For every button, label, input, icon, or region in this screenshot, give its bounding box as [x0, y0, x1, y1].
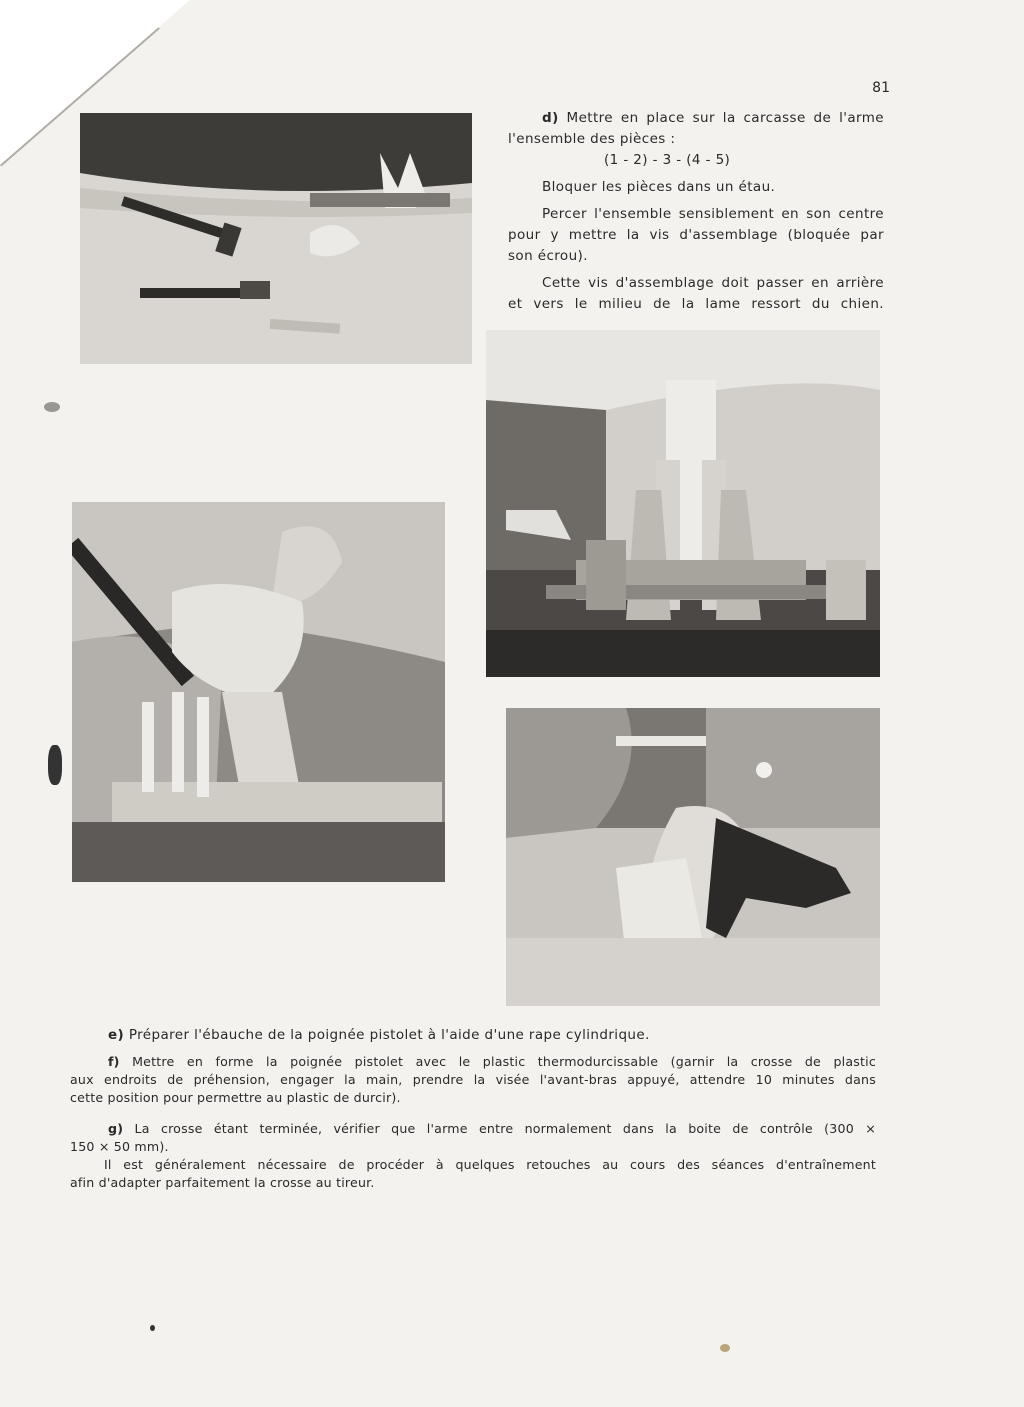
- section-e: [108, 1025, 878, 1046]
- section-f: [70, 1053, 876, 1107]
- page-number: 81: [872, 80, 890, 96]
- section-d-drill-1: Percer l'ensemble sensiblement en son centre: [542, 206, 884, 222]
- section-d-screw-2: et vers le milieu de la lame ressort du chien.: [508, 296, 884, 312]
- photo-vise-assembly: [486, 330, 880, 677]
- ink-speck: [48, 745, 62, 785]
- section-e-text: Préparer l'ébauche de la poignée pistolet à l'aide d'une rape cylindrique.: [128, 1027, 650, 1043]
- ink-speck: [44, 402, 60, 412]
- section-d: [508, 108, 884, 315]
- section-f-line2: aux endroits de préhension, engager la main, prendre la visée l'avant-bras appuyé, attendre 10 minutes dans: [70, 1072, 876, 1087]
- section-g-line4: afin d'adapter parfaitement la crosse au tireur.: [70, 1175, 375, 1190]
- section-d-drill-3: son écrou).: [508, 248, 588, 264]
- section-d-drill-2: pour y mettre la vis d'assemblage (bloquée par: [508, 227, 884, 243]
- ink-speck: [150, 1325, 155, 1331]
- photo-rasp-grip: [72, 502, 445, 882]
- section-e-line: [108, 1025, 878, 1046]
- section-f-text: Mettre en forme la poignée pistolet avec le plastic thermodurcissable (garnir la crosse de plastic: [132, 1054, 876, 1069]
- section-g-label: g): [108, 1121, 124, 1136]
- section-d-line1: [508, 108, 884, 129]
- section-g-line1: [70, 1120, 876, 1138]
- section-e-label: e): [108, 1027, 125, 1043]
- section-d-screw-1: Cette vis d'assemblage doit passer en arrière: [542, 275, 884, 291]
- section-d-block: Bloquer les pièces dans un étau.: [542, 179, 776, 195]
- section-f-line1: [70, 1053, 876, 1071]
- photo-tools: [80, 113, 472, 364]
- section-g-text: La crosse étant terminée, vérifier que l'arme entre normalement dans la boite de contrôle (300 ×: [134, 1121, 876, 1136]
- section-d-line2: l'ensemble des pièces :: [508, 131, 676, 147]
- photo-pistol-grip: [506, 708, 880, 1006]
- ink-speck: [720, 1344, 730, 1352]
- parts-formula: (1 - 2) - 3 - (4 - 5): [604, 152, 731, 168]
- section-d-label: d): [542, 110, 559, 126]
- section-g-line3: Il est généralement nécessaire de procéder à quelques retouches au cours des séances d'entraînement: [104, 1157, 876, 1172]
- section-g: [70, 1120, 876, 1192]
- section-f-line3: cette position pour permettre au plastic de durcir).: [70, 1090, 401, 1105]
- section-f-label: f): [108, 1054, 120, 1069]
- section-d-text: Mettre en place sur la carcasse de l'arme: [566, 110, 884, 126]
- section-g-line2: 150 × 50 mm).: [70, 1139, 169, 1154]
